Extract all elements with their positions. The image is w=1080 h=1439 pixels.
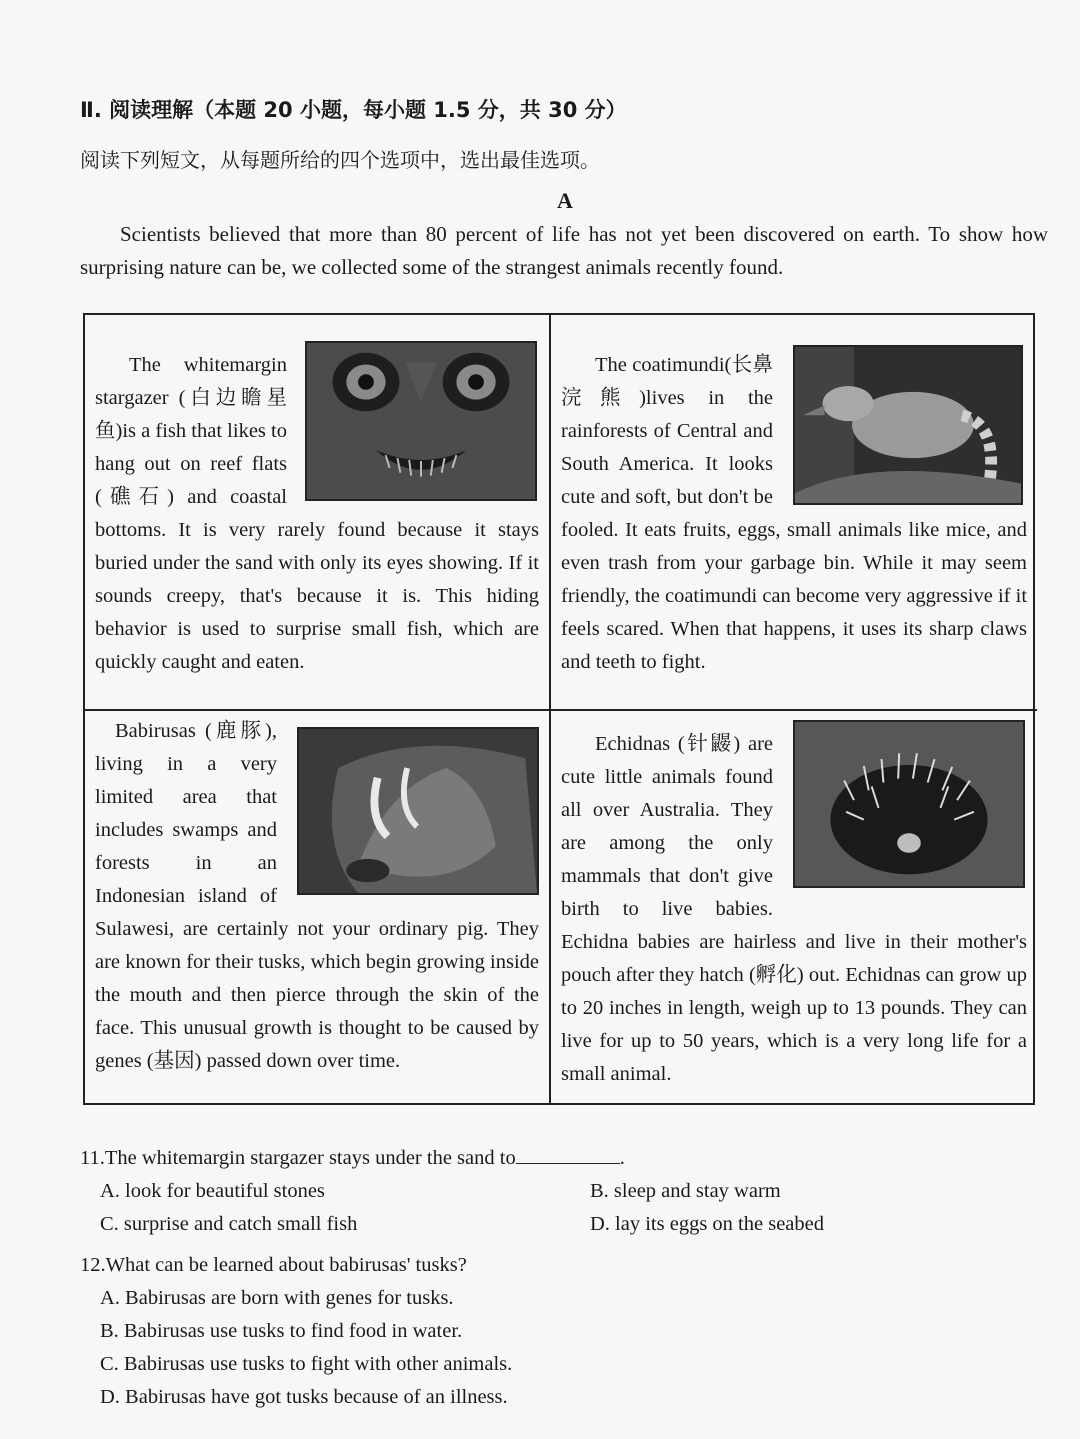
echidna-text: Echidnas (针鼹) are cute little animals found all over Australia. They are among the only mammals that don't give birth to live babies. Echidna babies are hairless and live in their mother's pouch after they hatch (孵化) out. Echidnas can grow up to 20 inches in length, weigh up to 13 pounds. They can live for up to 50 years, which is a very long life for a small animal. (561, 733, 1027, 1085)
passage-intro: Scientists believed that more than 80 percent of life has not yet been discovered on earth. To show how surprising nature can be, we collected some of the strangest animals recently found. (80, 222, 1048, 279)
babirusa-photo (297, 727, 539, 895)
babirusa-cell (85, 711, 551, 1103)
babirusa-text: Babirusas (鹿豚), living in a very limited area that includes swamps and forests in an Indonesian island of Sulawesi, are certainly not your ordinary pig. They are known for their tusks, which begin growing inside the mouth and then pierce through the skin of the face. This unusual growth is thought to be caused by genes (基因) passed down over time. (95, 720, 539, 1072)
option-b[interactable]: B. sleep and stay warm (590, 1180, 781, 1202)
passage-label: A (557, 188, 573, 213)
coatimundi-cell (551, 315, 1037, 711)
question-12 (80, 1249, 1040, 1414)
answer-blank[interactable] (516, 1143, 620, 1164)
option-d[interactable]: D. Babirusas have got tusks because of an illness. (100, 1386, 508, 1408)
echidna-photo (793, 720, 1025, 888)
animal-table (83, 313, 1035, 1105)
option-d[interactable]: D. lay its eggs on the seabed (590, 1213, 824, 1235)
stargazer-text: The whitemargin stargazer (白边瞻星鱼)is a fish that likes to hang out on reef flats (礁石) and coastal bottoms. It is very rarely found because it stays buried under the sand with only its eyes showing. If it sounds creepy, that's because it is. This hiding behavior is used to surprise small fish, which are quickly caught and eaten. (95, 354, 539, 673)
section-heading: Ⅱ. 阅读理解（本题 20 小题，每小题 1.5 分，共 30 分） (80, 98, 627, 122)
option-c[interactable]: C. Babirusas use tusks to fight with other animals. (100, 1353, 513, 1375)
coatimundi-photo (793, 345, 1023, 505)
option-a[interactable]: A. Babirusas are born with genes for tusks. (100, 1287, 454, 1309)
question-11 (80, 1142, 1040, 1241)
echidna-cell (551, 711, 1037, 1103)
question-12-stem: 12.What can be learned about babirusas' tusks? (80, 1254, 467, 1276)
option-b[interactable]: B. Babirusas use tusks to find food in water. (100, 1320, 463, 1342)
option-c[interactable]: C. surprise and catch small fish (100, 1213, 358, 1235)
stargazer-cell (85, 315, 551, 711)
question-11-end: . (619, 1147, 625, 1169)
stargazer-photo (305, 341, 537, 501)
question-11-stem: 11.The whitemargin stargazer stays under the sand to (80, 1147, 516, 1169)
coatimundi-text: The coatimundi(长鼻浣熊)lives in the rainforests of Central and South America. It looks cute and soft, but don't be fooled. It eats fruits, eggs, small animals like mice, and even trash from your garbage bin. While it may seem friendly, the coatimundi can become very aggressive if it feels scared. When that happens, it uses its sharp claws and teeth to fight. (561, 354, 1028, 673)
questions (80, 1142, 1040, 1422)
option-a[interactable]: A. look for beautiful stones (100, 1180, 325, 1202)
instructions: 阅读下列短文，从每题所给的四个选项中，选出最佳选项。 (80, 148, 600, 172)
